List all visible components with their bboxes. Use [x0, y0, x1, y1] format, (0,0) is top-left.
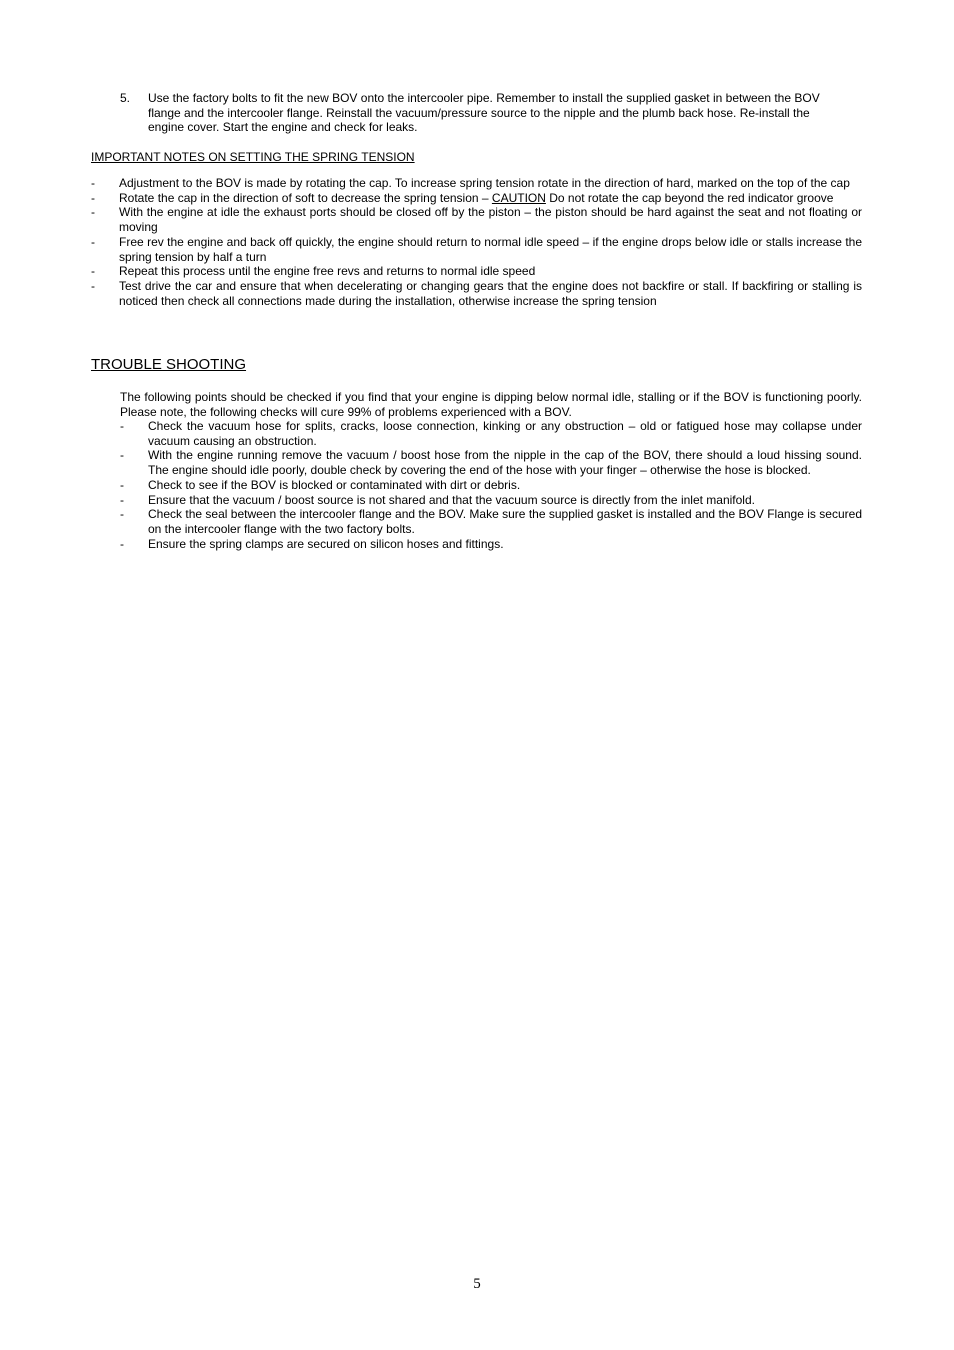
- check-text: Check the vacuum hose for splits, cracks, loose connection, kinking or any obstruction – old or fatigued hose may collapse under vacuum causing an obstruction.: [148, 419, 862, 448]
- bullet-dash: -: [120, 477, 124, 492]
- note-text: Do not rotate the cap beyond the red indicator groove: [545, 190, 834, 205]
- trouble-shooting-heading: TROUBLE SHOOTING: [91, 356, 247, 373]
- bullet-dash: -: [91, 234, 95, 249]
- list-item: [120, 507, 862, 536]
- check-text: With the engine running remove the vacuum / boost hose from the nipple in the cap of the BOV, there should a loud hissing sound. The engine should idle poorly, double check by covering the end of the hose with your finger – otherwise the hose is blocked.: [148, 448, 862, 478]
- list-item: [120, 493, 862, 508]
- bullet-dash: -: [91, 190, 95, 205]
- step-5: [120, 91, 862, 135]
- list-item: [120, 419, 862, 448]
- step-number: 5.: [120, 91, 131, 105]
- bullet-dash: -: [120, 448, 124, 463]
- list-item: [91, 264, 862, 279]
- list-item: [120, 478, 862, 493]
- list-item: [120, 537, 862, 552]
- list-item: [91, 191, 862, 206]
- note-text: Rotate the cap in the direction of soft to decrease the spring tension –: [119, 190, 492, 205]
- list-item: [120, 448, 862, 477]
- bullet-dash: -: [120, 419, 124, 433]
- trouble-shooting-list: [120, 419, 862, 551]
- trouble-shooting-intro: The following points should be checked if you find that your engine is dipping below normal idle, stalling or if the BOV is functioning poorly. Please note, the following checks will cure 99% of problems experienced with a BOV.: [120, 390, 862, 419]
- note-text: Adjustment to the BOV is made by rotating the cap. To increase spring tension rotate in the direction of hard, marked on the top of the cap: [119, 176, 850, 190]
- list-item: [91, 235, 862, 264]
- note-text: Free rev the engine and back off quickly, the engine should return to normal idle speed – if the engine drops below idle or stalls increase the spring tension by half a turn: [119, 234, 862, 264]
- note-text: With the engine at idle the exhaust ports should be closed off by the piston – the piston should be hard against the seat and not floating or moving: [119, 205, 862, 235]
- note-text: Test drive the car and ensure that when decelerating or changing gears that the engine does not backfire or stall. If backfiring or stalling is noticed then check all connections made during the installation, otherwise increase the spring tension: [119, 278, 862, 308]
- bullet-dash: -: [91, 278, 95, 293]
- note-text: Repeat this process until the engine free revs and returns to normal idle speed: [119, 264, 536, 279]
- check-text: Ensure the spring clamps are secured on silicon hoses and fittings.: [148, 536, 504, 551]
- spring-tension-notes-list: [91, 176, 862, 308]
- caution-label: CAUTION: [491, 190, 546, 205]
- check-text: Check the seal between the intercooler flange and the BOV. Make sure the supplied gasket is installed and the BOV Flange is secured on the intercooler flange with the two factory bolts.: [148, 507, 862, 536]
- spring-tension-heading: IMPORTANT NOTES ON SETTING THE SPRING TENSION: [91, 150, 415, 164]
- bullet-dash: -: [91, 176, 95, 190]
- bullet-dash: -: [120, 536, 124, 551]
- bullet-dash: -: [120, 492, 124, 507]
- step-text: Use the factory bolts to fit the new BOV onto the intercooler pipe. Remember to install the supplied gasket in between the BOV flange and the intercooler flange. Reinstall the vacuum/pressure source to the nipple and the plumb back hose. Re-install the engine cover. Start the engine and check for leaks.: [148, 91, 820, 135]
- bullet-dash: -: [91, 264, 95, 279]
- list-item: [91, 279, 862, 308]
- check-text: Ensure that the vacuum / boost source is not shared and that the vacuum source is directly from the inlet manifold.: [148, 492, 755, 507]
- list-item: [91, 176, 862, 191]
- list-item: [91, 205, 862, 234]
- bullet-dash: -: [120, 507, 124, 522]
- page-number: 5: [473, 1276, 481, 1292]
- check-text: Check to see if the BOV is blocked or contaminated with dirt or debris.: [148, 477, 521, 492]
- bullet-dash: -: [91, 205, 95, 220]
